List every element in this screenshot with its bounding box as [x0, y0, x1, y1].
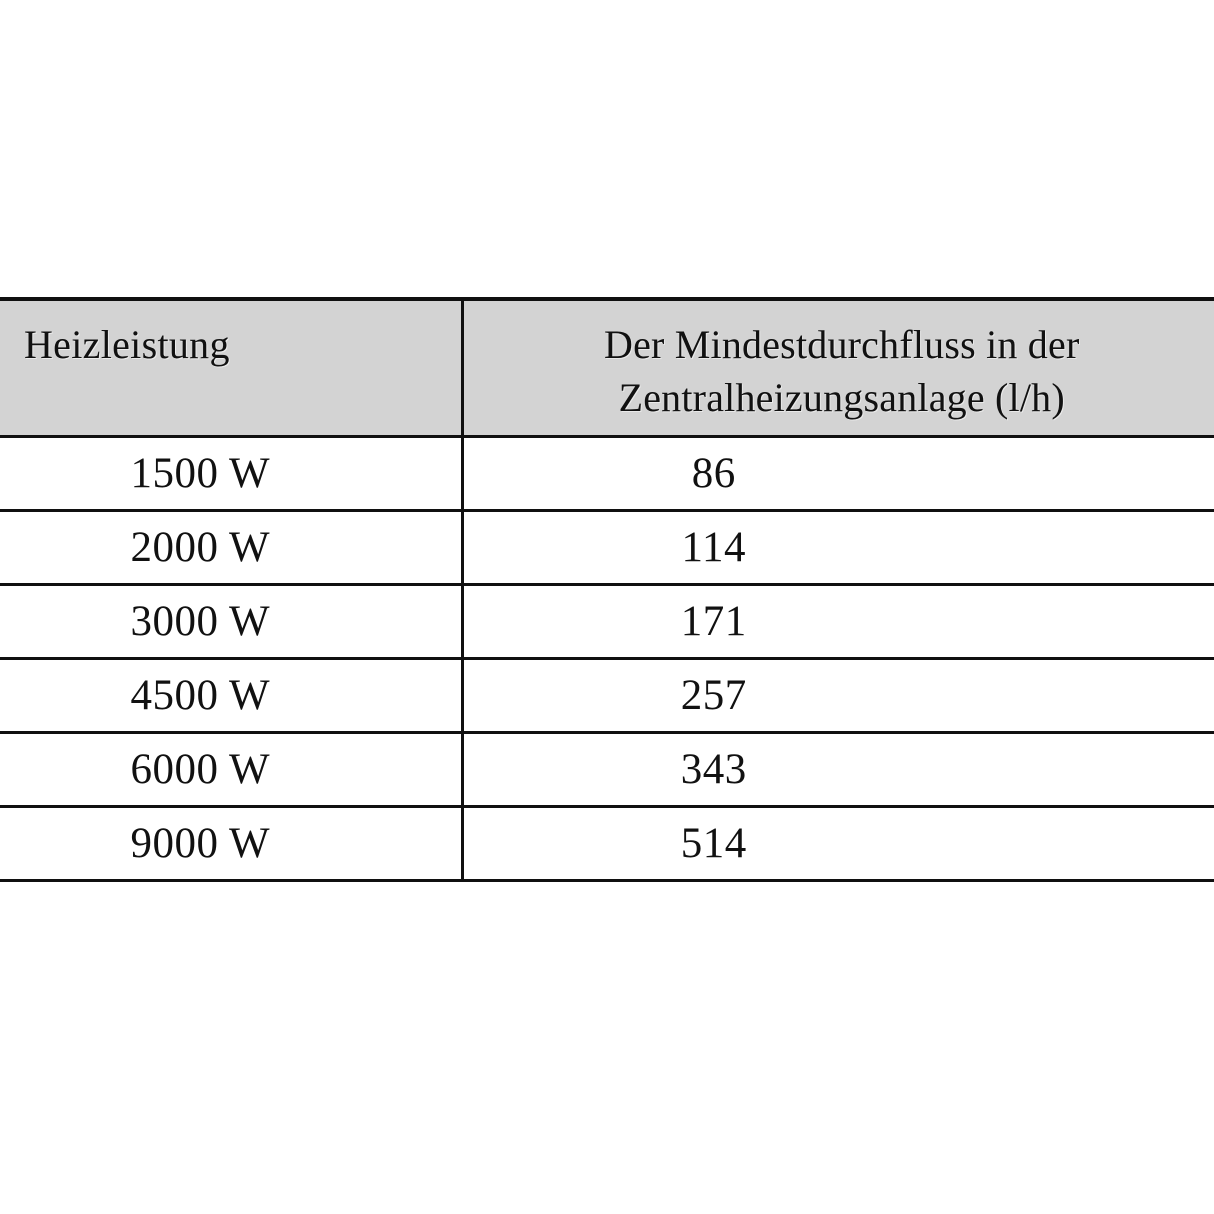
cell-minimum-flow: 343 [462, 732, 1214, 806]
column-header-heating-power-label: Heizleistung [24, 322, 230, 367]
cell-heating-power: 3000 W [0, 584, 462, 658]
cell-minimum-flow: 514 [462, 806, 1214, 880]
cell-heating-power: 9000 W [0, 806, 462, 880]
table-row [0, 806, 1214, 880]
table-row [0, 510, 1214, 584]
cell-minimum-flow: 86 [462, 436, 1214, 510]
table-row [0, 658, 1214, 732]
column-header-heating-power [0, 299, 462, 436]
table-row [0, 584, 1214, 658]
column-header-minimum-flow-line2: Zentralheizungsanlage (l/h) [618, 374, 1065, 420]
table-container [0, 297, 1214, 882]
column-header-minimum-flow [462, 299, 1214, 436]
column-header-minimum-flow-line1: Der Mindestdurchfluss in der [603, 322, 1080, 367]
table-body [0, 436, 1214, 880]
column-header-minimum-flow-label [464, 301, 1214, 435]
heating-power-flow-table [0, 297, 1214, 882]
table-row [0, 436, 1214, 510]
table-header [0, 299, 1214, 436]
cell-heating-power: 1500 W [0, 436, 462, 510]
cell-heating-power: 6000 W [0, 732, 462, 806]
table-row [0, 732, 1214, 806]
cell-heating-power: 4500 W [0, 658, 462, 732]
cell-minimum-flow: 114 [462, 510, 1214, 584]
cell-minimum-flow: 257 [462, 658, 1214, 732]
table-header-row [0, 299, 1214, 436]
cell-minimum-flow: 171 [462, 584, 1214, 658]
cell-heating-power: 2000 W [0, 510, 462, 584]
